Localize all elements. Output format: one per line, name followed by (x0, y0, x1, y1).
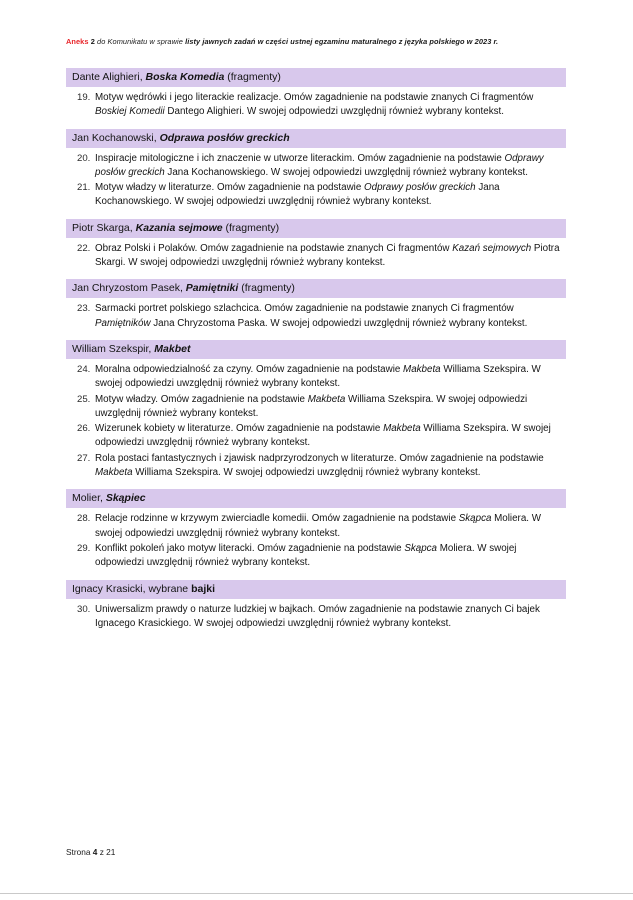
task-text (95, 603, 566, 632)
task-item (66, 363, 566, 392)
task-title-italic: Skąpca (404, 542, 437, 554)
section-work-title: bajki (191, 582, 215, 595)
task-text-run: Sarmacki portret polskiego szlachcica. Omów zagadnienie na podstawie znanych Ci fragmentów (95, 303, 514, 315)
task-text-run: Moliera. W swojej odpowiedzi uwzględnij również wybrany kontekst. (95, 513, 541, 539)
header-text-before: do Komunikatu w sprawie (94, 37, 186, 46)
task-number: 19. (77, 92, 91, 103)
task-text-run: Relacje rodzinne w krzywym zwierciadle komedii. Omów zagadnienie na podstawie (95, 513, 459, 525)
task-text (95, 152, 566, 181)
task-text-run: Rola postaci fantastycznych i zjawisk nadprzyrodzonych w literaturze. Omów zagadnienie na podstawie (95, 452, 544, 464)
work-section (66, 489, 566, 570)
task-text-run: Motyw wędrówki i jego literackie realizacje. Omów zagadnienie na podstawie znanych Ci fragmentów (95, 92, 534, 103)
task-text-run: Williama Szekspira. W swojej odpowiedzi uwzględnij również wybrany kontekst. (95, 363, 541, 390)
task-number: 30. (77, 603, 91, 615)
task-text-run: Konflikt pokoleń jako motyw literacki. Omów zagadnienie na podstawie (95, 542, 405, 554)
section-work-title: Boska Komedia (145, 71, 225, 83)
task-text (95, 242, 566, 271)
section-work-suffix: (fragmenty) (238, 282, 295, 295)
section-header-band (66, 489, 566, 508)
task-text (95, 91, 566, 120)
work-section (66, 219, 566, 271)
task-text (95, 422, 566, 451)
task-item (66, 452, 566, 481)
section-author: Dante Alighieri, (72, 71, 146, 83)
task-text-run: Inspiracje mitologiczne i ich znaczenie w utworze literackim. Omów zagadnienie na podstawie (95, 152, 505, 164)
content-column (66, 68, 566, 640)
section-author: Piotr Skarga, (72, 221, 136, 234)
task-title-italic: Odprawy posłów greckich (95, 152, 544, 178)
task-number: 23. (77, 303, 91, 315)
task-item (66, 152, 566, 181)
task-item (66, 393, 566, 422)
header-aneks-number: 2 (90, 37, 95, 46)
footer-label-after: z 21 (97, 847, 116, 857)
work-section (66, 580, 566, 632)
task-item (66, 512, 566, 541)
section-work-title: Pamiętniki (185, 282, 239, 295)
task-title-italic: Makbeta (383, 423, 421, 435)
section-author: Ignacy Krasicki, wybrane (72, 582, 192, 595)
task-item (66, 242, 566, 271)
task-number: 24. (77, 363, 91, 375)
task-title-italic: Odprawy posłów greckich (364, 182, 476, 194)
task-number: 27. (77, 452, 91, 464)
task-number: 26. (77, 423, 91, 435)
section-author: William Szekspir, (72, 342, 155, 355)
work-section (66, 340, 566, 480)
section-header-band (66, 340, 566, 359)
section-work-title: Makbet (154, 342, 191, 355)
task-text-run: Obraz Polski i Polaków. Omów zagadnienie na podstawie znanych Ci fragmentów (95, 242, 453, 254)
task-number: 20. (77, 152, 91, 164)
task-number: 28. (77, 513, 91, 525)
task-text-run: Jana Chryzostoma Paska. W swojej odpowiedzi uwzględnij również wybrany kontekst. (150, 317, 528, 329)
task-text-run: Uniwersalizm prawdy o naturze ludzkiej w bajkach. Omów zagadnienie na podstawie znanych Ci bajek Ignacego Krasickiego. W swojej odpowiedzi uwzględnij również wybrany kontekst. (95, 603, 540, 629)
section-header-band (66, 580, 566, 599)
task-text (95, 363, 566, 392)
task-text (95, 512, 566, 541)
section-work-title: Kazania sejmowe (135, 221, 223, 234)
task-list (66, 512, 566, 570)
task-item (66, 302, 566, 331)
task-text-run: Williama Szekspira. W swojej odpowiedzi uwzględnij również wybrany kontekst. (132, 467, 481, 479)
section-header-band (66, 219, 566, 238)
task-text (95, 542, 566, 571)
task-text (95, 393, 566, 422)
header-text-strong: listy jawnych zadań w części ustnej egzaminu maturalnego z języka polskiego w 2023 r. (185, 37, 499, 46)
section-work-title: Skąpiec (105, 492, 146, 505)
task-item (66, 542, 566, 571)
task-text-run: Williama Szekspira. W swojej odpowiedzi uwzględnij również wybrany kontekst. (95, 393, 528, 419)
task-item (66, 603, 566, 632)
page-footer (66, 846, 115, 858)
section-work-suffix: (fragmenty) (224, 71, 281, 83)
work-section (66, 68, 566, 120)
footer-label-before: Strona (66, 847, 93, 857)
task-title-italic: Boskiej Komedii (95, 106, 165, 118)
task-title-italic: Makbeta (307, 393, 346, 405)
task-text-run: Jana Kochanowskiego. W swojej odpowiedzi uwzględnij również wybrany kontekst. (164, 166, 528, 178)
running-header (66, 36, 566, 47)
task-text-run: Motyw władzy. Omów zagadnienie na podstawie (95, 393, 308, 405)
section-work-suffix: (fragmenty) (222, 221, 280, 234)
section-author: Molier, (72, 492, 106, 505)
page-bottom-rule (0, 893, 633, 894)
work-section (66, 279, 566, 331)
work-section (66, 129, 566, 210)
footer-page-number: 4 (92, 847, 98, 857)
task-list (66, 242, 566, 271)
task-title-italic: Kazań sejmowych (452, 242, 532, 254)
section-work-title: Odprawa posłów greckich (159, 131, 290, 144)
section-header-band (66, 129, 566, 148)
task-item (66, 422, 566, 451)
task-text (95, 302, 566, 331)
header-aneks-label: Aneks (66, 37, 89, 46)
task-number: 29. (77, 542, 91, 554)
task-list (66, 91, 566, 120)
task-number: 21. (77, 182, 91, 194)
task-text-run: Williama Szekspira. W swojej odpowiedzi uwzględnij również wybrany kontekst. (95, 423, 551, 449)
task-list (66, 603, 566, 632)
task-list (66, 302, 566, 331)
task-number: 22. (77, 242, 91, 254)
task-text-run: Moralna odpowiedzialność za czyny. Omów zagadnienie na podstawie (95, 363, 404, 375)
task-text (95, 181, 566, 210)
task-item (66, 181, 566, 210)
task-title-italic: Makbeta (95, 467, 133, 479)
section-author: Jan Kochanowski, (72, 131, 160, 144)
task-number: 25. (77, 393, 91, 405)
task-text (95, 452, 566, 481)
section-author: Jan Chryzostom Pasek, (72, 282, 186, 295)
task-text-run: Dantego Alighieri. W swojej odpowiedzi uwzględnij również wybrany kontekst. (164, 106, 504, 118)
task-text-run: Piotra Skargi. W swojej odpowiedzi uwzględnij również wybrany kontekst. (95, 242, 560, 269)
section-header-band (66, 279, 566, 298)
task-title-italic: Pamiętników (95, 317, 151, 329)
section-header-band (66, 68, 566, 87)
task-title-italic: Skąpca (458, 513, 492, 525)
task-item (66, 91, 566, 120)
task-list (66, 363, 566, 480)
task-text-run: Moliera. W swojej odpowiedzi uwzględnij również wybrany kontekst. (95, 542, 517, 569)
task-title-italic: Makbeta (403, 363, 441, 375)
task-text-run: Motyw władzy w literaturze. Omów zagadnienie na podstawie (95, 182, 364, 194)
task-text-run: Jana Kochanowskiego. W swojej odpowiedzi uwzględnij również wybrany kontekst. (95, 182, 500, 208)
task-list (66, 152, 566, 210)
task-text-run: Wizerunek kobiety w literaturze. Omów zagadnienie na podstawie (95, 423, 384, 435)
